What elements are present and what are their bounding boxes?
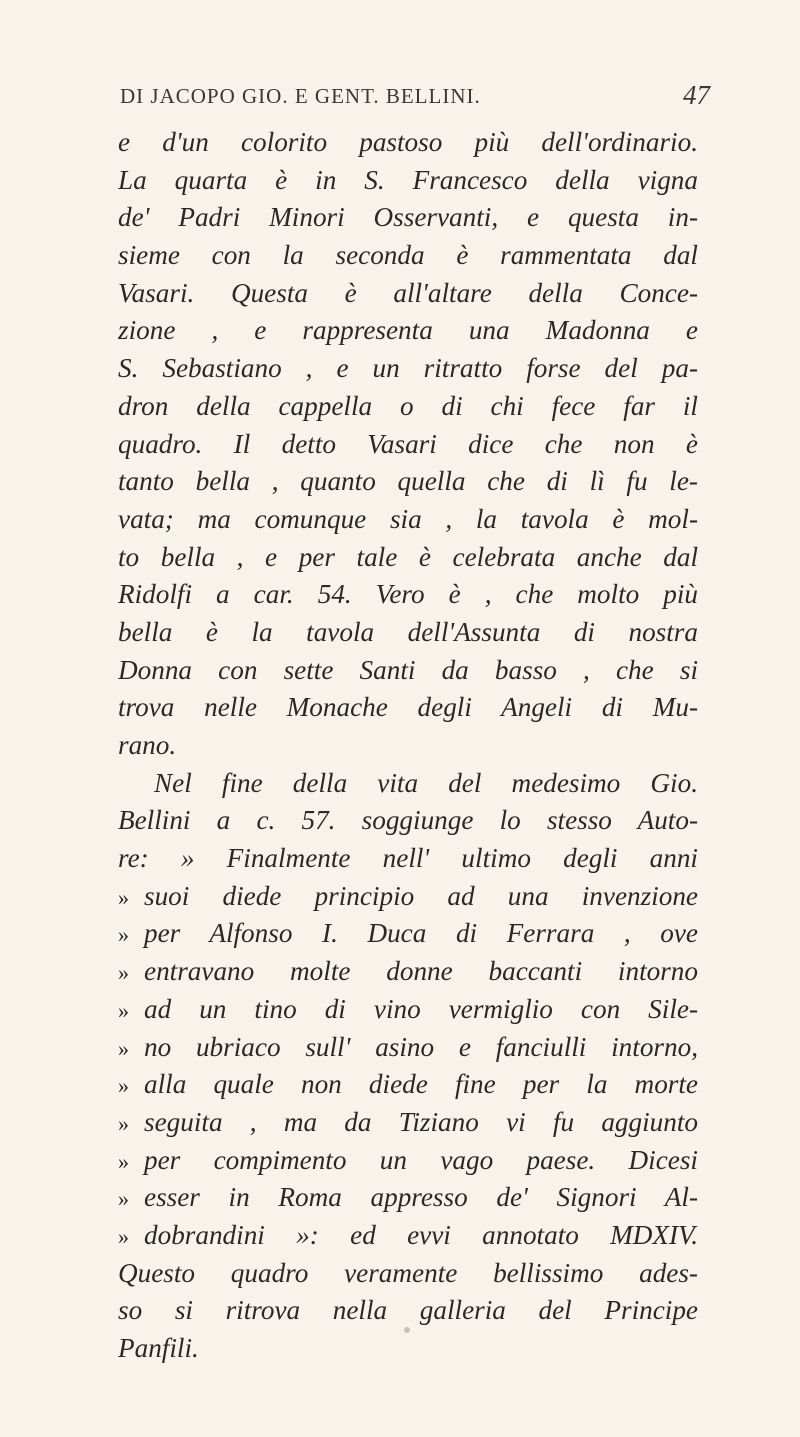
quote-text: ad un tino di vino vermiglio con Sile- — [144, 993, 698, 1024]
quote-mark: » — [118, 1035, 129, 1061]
quote-line — [118, 878, 698, 916]
body-text — [118, 124, 698, 1368]
quote-line — [118, 1066, 698, 1104]
text-line: dron della cappella o di chi fece far il — [118, 390, 698, 421]
text-line: Panfili. — [118, 1333, 199, 1363]
text-line: re: » Finalmente nell' ultimo degli anni — [118, 843, 698, 874]
text-line: e d'un colorito pastoso più dell'ordinario. — [118, 127, 698, 157]
text-line: vata; ma comunque sia , la tavola è mol- — [118, 503, 698, 534]
quote-text: alla quale non diede fine per la morte — [144, 1069, 698, 1100]
text-line: S. Sebastiano , e un ritratto forse del pa- — [118, 353, 698, 384]
page-number: 47 — [683, 80, 710, 110]
text-line: so si ritrova nella galleria del Principe — [118, 1295, 698, 1326]
paper-speck — [404, 1327, 410, 1333]
quote-mark: » — [118, 960, 129, 986]
quote-mark: » — [118, 884, 129, 910]
quote-mark: » — [118, 1073, 129, 1099]
quote-mark: » — [118, 1223, 129, 1249]
quote-text: per Alfonso I. Duca di Ferrara , ove — [144, 918, 698, 949]
text-line: de' Padri Minori Osservanti, e questa in- — [118, 202, 698, 233]
text-line: Questo quadro veramente bellissimo ades- — [118, 1257, 698, 1288]
quote-line — [118, 1104, 698, 1142]
text-line: trova nelle Monache degli Angeli di Mu- — [118, 692, 698, 723]
quote-text: esser in Roma appresso de' Signori Al- — [144, 1182, 698, 1213]
text-line: Donna con sette Santi da basso , che si — [118, 654, 698, 685]
quote-mark: » — [118, 922, 129, 948]
text-line: rano. — [118, 730, 177, 760]
text-line: Nel fine della vita del medesimo Gio. — [154, 767, 698, 798]
text-line: to bella , e per tale è celebrata anche dal — [118, 541, 698, 572]
quote-line — [118, 991, 698, 1029]
page-header — [110, 80, 710, 118]
text-line: Ridolfi a car. 54. Vero è , che molto più — [118, 579, 698, 610]
quote-text: suoi diede principio ad una invenzione — [144, 880, 698, 911]
running-title: DI JACOPO GIO. E GENT. BELLINI. — [120, 84, 481, 108]
quote-text: per compimento un vago paese. Dicesi — [144, 1144, 698, 1175]
quote-line — [118, 1142, 698, 1180]
quote-line — [118, 953, 698, 991]
quote-mark: » — [118, 1110, 129, 1136]
quote-line — [118, 915, 698, 953]
text-line: Bellini a c. 57. soggiunge lo stesso Auto- — [118, 805, 698, 836]
quote-line — [118, 1029, 698, 1067]
text-line: tanto bella , quanto quella che di lì fu le- — [118, 466, 698, 497]
text-line: zione , e rappresenta una Madonna e — [118, 315, 698, 346]
quote-line — [118, 1217, 698, 1255]
quote-mark: » — [118, 1186, 129, 1212]
text-line: Vasari. Questa è all'altare della Conce- — [118, 277, 698, 308]
quote-mark: » — [118, 1148, 129, 1174]
quote-text: dobrandini »: ed evvi annotato MDXIV. — [144, 1219, 698, 1250]
quote-text: no ubriaco sull' asino e fanciulli intorno, — [144, 1031, 698, 1062]
text-line: bella è la tavola dell'Assunta di nostra — [118, 616, 698, 647]
text-line: La quarta è in S. Francesco della vigna — [118, 164, 698, 195]
quote-mark: » — [118, 997, 129, 1023]
quote-line — [118, 1179, 698, 1217]
text-line: sieme con la seconda è rammentata dal — [118, 240, 698, 271]
quote-text: seguita , ma da Tiziano vi fu aggiunto — [144, 1106, 698, 1137]
quote-text: entravano molte donne baccanti intorno — [144, 956, 698, 987]
text-line: quadro. Il detto Vasari dice che non è — [118, 428, 698, 459]
